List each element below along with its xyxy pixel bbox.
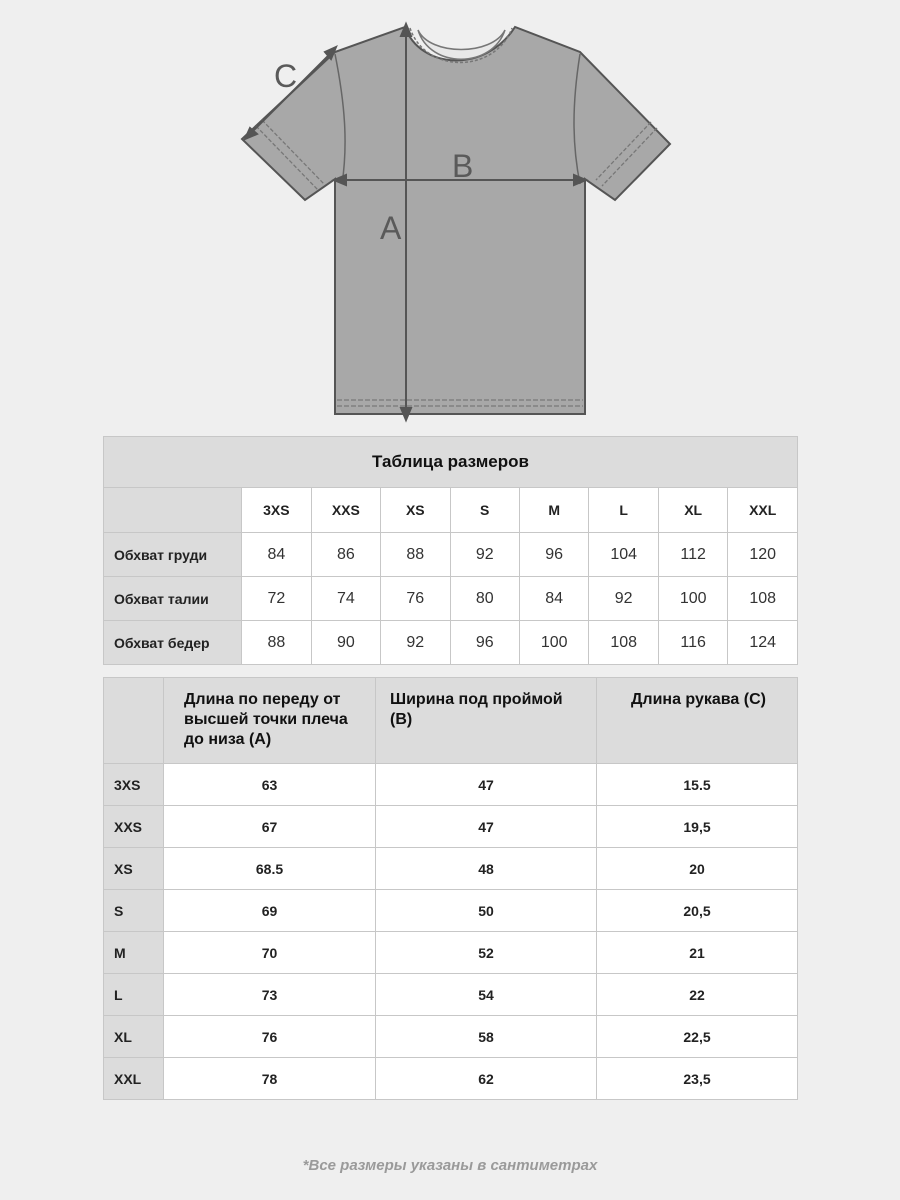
table-cell: 88: [381, 533, 450, 577]
footnote: *Все размеры указаны в сантиметрах: [302, 1157, 598, 1174]
row-size-label: XXL: [104, 1058, 164, 1100]
table-row: [104, 974, 798, 1016]
table-cell: 100: [519, 621, 589, 665]
size-header: XXS: [311, 488, 381, 533]
size-header: M: [519, 488, 589, 533]
table-cell: 96: [450, 621, 519, 665]
table-cell: 108: [589, 621, 659, 665]
column-header-width: Ширина под проймой (В): [376, 678, 597, 764]
size-header: XXL: [728, 488, 798, 533]
table-cell: 120: [728, 533, 798, 577]
table-row: [104, 1016, 798, 1058]
row-size-label: XL: [104, 1016, 164, 1058]
table-cell: 92: [450, 533, 519, 577]
dimension-a-label: A: [380, 210, 402, 246]
table-row: [104, 848, 798, 890]
row-size-label: L: [104, 974, 164, 1016]
table-cell: 100: [658, 577, 728, 621]
row-size-label: XS: [104, 848, 164, 890]
size-header: XS: [381, 488, 450, 533]
table-row: [104, 764, 798, 806]
table-cell: 90: [311, 621, 381, 665]
table-cell: 72: [242, 577, 312, 621]
row-size-label: XXS: [104, 806, 164, 848]
size-chart-corner: [104, 488, 242, 533]
dimension-b-label: B: [452, 148, 474, 184]
tshirt-illustration: [230, 14, 680, 426]
table-cell: 68.5: [164, 848, 376, 890]
table-cell: 52: [376, 932, 597, 974]
table-cell: 22: [597, 974, 798, 1016]
table-cell: 47: [376, 806, 597, 848]
table-cell: 58: [376, 1016, 597, 1058]
table-cell: 47: [376, 764, 597, 806]
table-cell: 76: [164, 1016, 376, 1058]
size-chart-table: [103, 436, 798, 665]
table-cell: 92: [381, 621, 450, 665]
table-cell: 15.5: [597, 764, 798, 806]
table-cell: 54: [376, 974, 597, 1016]
measure-table-corner: [104, 678, 164, 764]
size-chart-title: Таблица размеров: [104, 437, 798, 488]
table-cell: 70: [164, 932, 376, 974]
row-label-chest: Обхват груди: [104, 533, 242, 577]
table-cell: 69: [164, 890, 376, 932]
table-cell: 92: [589, 577, 659, 621]
table-cell: 20: [597, 848, 798, 890]
table-cell: 22,5: [597, 1016, 798, 1058]
table-cell: 116: [658, 621, 728, 665]
measure-header-row: [104, 678, 798, 764]
table-cell: 76: [381, 577, 450, 621]
table-cell: 78: [164, 1058, 376, 1100]
table-cell: 84: [242, 533, 312, 577]
table-cell: 23,5: [597, 1058, 798, 1100]
table-row: [104, 533, 798, 577]
table-cell: 50: [376, 890, 597, 932]
garment-measurements-table: [103, 677, 798, 1100]
size-header-row: [104, 488, 798, 533]
row-size-label: S: [104, 890, 164, 932]
tshirt-diagram: [230, 14, 680, 426]
table-cell: 86: [311, 533, 381, 577]
table-row: [104, 806, 798, 848]
table-cell: 74: [311, 577, 381, 621]
table-row: [104, 621, 798, 665]
row-label-hips: Обхват бедер: [104, 621, 242, 665]
table-cell: 63: [164, 764, 376, 806]
size-header: XL: [658, 488, 728, 533]
size-header: S: [450, 488, 519, 533]
table-cell: 48: [376, 848, 597, 890]
table-row: [104, 932, 798, 974]
row-size-label: M: [104, 932, 164, 974]
table-cell: 21: [597, 932, 798, 974]
row-size-label: 3XS: [104, 764, 164, 806]
table-cell: 84: [519, 577, 589, 621]
tshirt-body-shape: [242, 27, 670, 414]
table-cell: 112: [658, 533, 728, 577]
column-header-sleeve: Длина рукава (С): [597, 678, 798, 764]
table-row: [104, 577, 798, 621]
table-cell: 124: [728, 621, 798, 665]
table-cell: 88: [242, 621, 312, 665]
dimension-c-label: C: [274, 58, 298, 94]
table-cell: 20,5: [597, 890, 798, 932]
table-cell: 67: [164, 806, 376, 848]
table-cell: 96: [519, 533, 589, 577]
table-row: [104, 890, 798, 932]
table-cell: 108: [728, 577, 798, 621]
size-header: L: [589, 488, 659, 533]
table-cell: 62: [376, 1058, 597, 1100]
table-cell: 19,5: [597, 806, 798, 848]
table-cell: 80: [450, 577, 519, 621]
size-header: 3XS: [242, 488, 312, 533]
column-header-length: Длина по переду от высшей точки плеча до низа (А): [164, 678, 376, 764]
row-label-waist: Обхват талии: [104, 577, 242, 621]
table-cell: 73: [164, 974, 376, 1016]
table-row: [104, 1058, 798, 1100]
table-cell: 104: [589, 533, 659, 577]
